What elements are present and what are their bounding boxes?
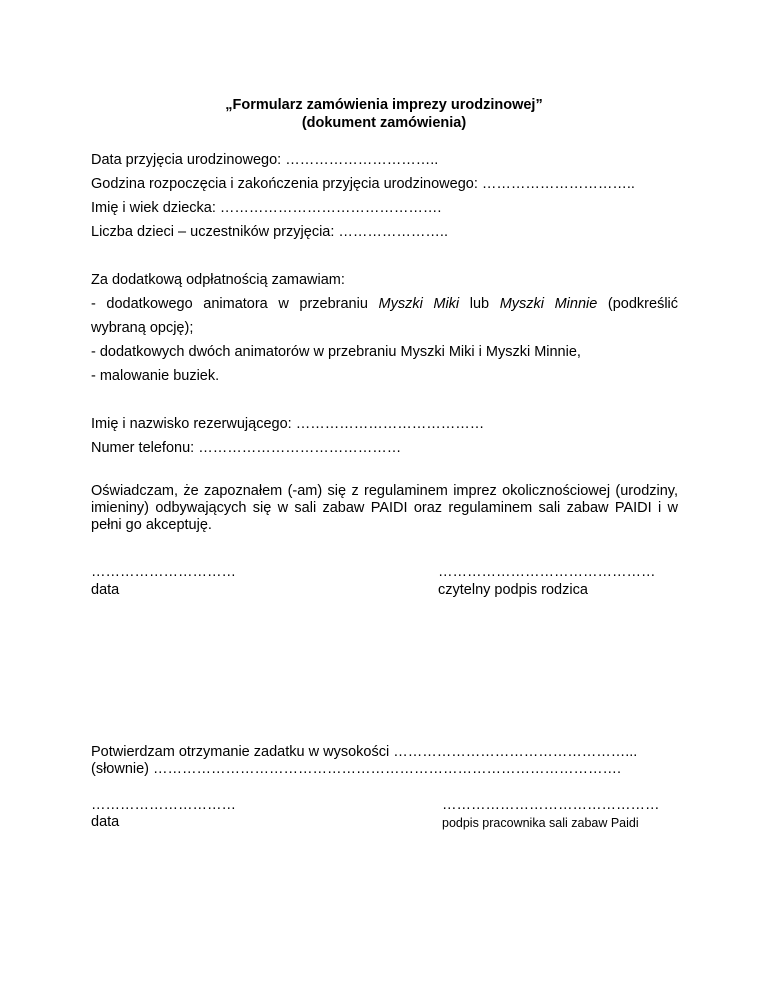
document-subtitle: (dokument zamówienia) (301, 115, 467, 131)
children-count-field: Liczba dzieci – uczestników przyjęcia: ………………….. (91, 224, 448, 240)
signature2-date-label: data (91, 814, 120, 830)
extras-item-1-minnie: Myszki Minnie (499, 296, 598, 312)
document-title: „Formularz zamówienia imprezy urodzinowej” (225, 97, 543, 113)
signature1-sign-label: czytelny podpis rodzica (438, 582, 588, 598)
booker-name-field: Imię i nazwisko rezerwującego: ………………………………… (91, 416, 485, 432)
extras-item-3: - malowanie buziek. (91, 368, 220, 384)
party-date-field: Data przyjęcia urodzinowego: ………………………….. (91, 152, 439, 168)
extras-item-1-text-c: (podkreślić (597, 296, 679, 312)
extras-item-1 (91, 296, 678, 313)
signature2-date-dots: ………………………… (91, 797, 236, 813)
signature2-sign-dots: ……………………………………… (442, 797, 660, 813)
signature1-date-label: data (91, 582, 120, 598)
extras-item-2: - dodatkowych dwóch animatorów w przebraniu Myszki Miki i Myszki Minnie, (91, 344, 581, 360)
child-name-age-field: Imię i wiek dziecka: ………………………………………. (91, 200, 442, 216)
deposit-words-field: (słownie) ……………………………………………………………………………………. (91, 761, 622, 777)
signature2-sign-label: podpis pracownika sali zabaw Paidi (442, 816, 639, 830)
signature1-date-dots: ………………………… (91, 564, 236, 580)
party-hours-field: Godzina rozpoczęcia i zakończenia przyjęcia urodzinowego: ………………………….. (91, 176, 635, 192)
extras-item-1-mickey: Myszki Miki (378, 296, 460, 312)
extras-item-1-text-a: - dodatkowego animatora w przebraniu (91, 296, 379, 312)
booker-phone-field: Numer telefonu: …………………………………… (91, 440, 402, 456)
declaration-paragraph: Oświadczam, że zapoznałem (-am) się z regulaminem imprez okolicznościowej (urodziny, imieniny) odbywających się w sali zabaw PAIDI oraz regulaminem sali zabaw PAIDI i w pełni go akceptuję. (91, 483, 678, 533)
extras-item-1-text-b: lub (459, 296, 500, 312)
extras-intro: Za dodatkową odpłatnością zamawiam: (91, 272, 345, 288)
extras-item-1-continuation: wybraną opcję); (91, 320, 194, 336)
signature1-sign-dots: ……………………………………… (438, 564, 656, 580)
deposit-amount-field: Potwierdzam otrzymanie zadatku w wysokości …………………………………………... (91, 744, 638, 760)
